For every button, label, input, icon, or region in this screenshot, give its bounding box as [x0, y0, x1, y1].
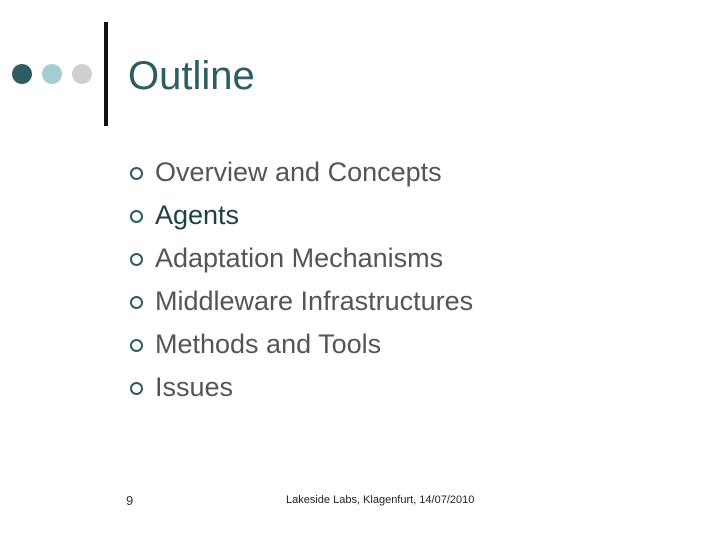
list-item	[130, 150, 473, 193]
bullet-text: Issues	[155, 371, 234, 402]
list-item	[130, 365, 473, 408]
list-item	[130, 322, 473, 365]
list-item	[130, 193, 473, 236]
outline-list	[130, 150, 473, 408]
title-divider	[104, 22, 108, 126]
hollow-circle-bullet-icon	[130, 339, 143, 352]
hollow-circle-bullet-icon	[130, 167, 143, 180]
hollow-circle-bullet-icon	[130, 210, 143, 223]
bullet-text: Adaptation Mechanisms	[155, 242, 444, 273]
page-number: 9	[126, 493, 134, 508]
hollow-circle-bullet-icon	[130, 382, 143, 395]
bullet-text: Methods and Tools	[155, 328, 382, 359]
footer-text: Lakeside Labs, Klagenfurt, 14/07/2010	[286, 494, 475, 506]
bullet-text: Overview and Concepts	[155, 156, 442, 187]
list-item	[130, 236, 473, 279]
bullet-text: Middleware Infrastructures	[155, 285, 474, 316]
header-dot-gray	[72, 64, 92, 84]
slide-title: Outline	[128, 54, 255, 98]
hollow-circle-bullet-icon	[130, 253, 143, 266]
hollow-circle-bullet-icon	[130, 296, 143, 309]
bullet-text: Agents	[155, 199, 240, 230]
list-item	[130, 279, 473, 322]
header-dot-dark	[12, 64, 32, 84]
header-dot-light	[42, 64, 62, 84]
